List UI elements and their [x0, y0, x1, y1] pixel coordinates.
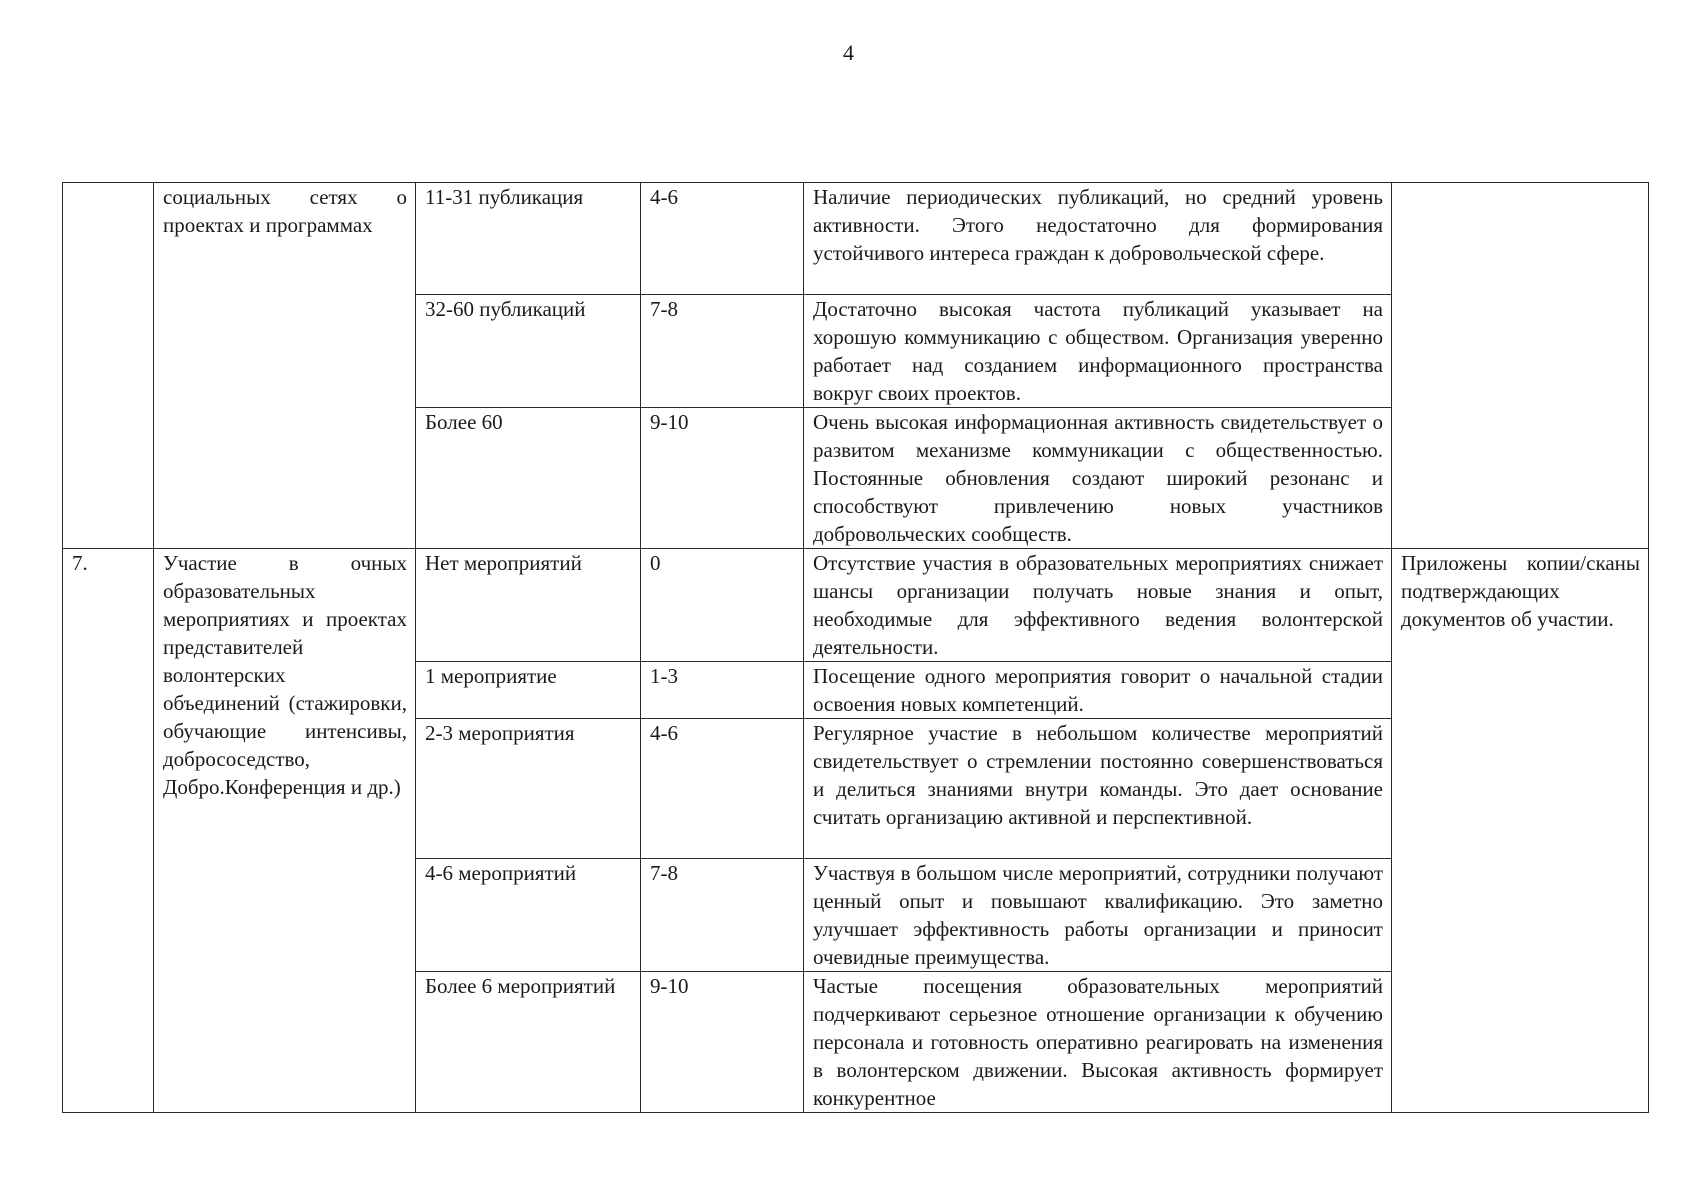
indicator-cell: [416, 295, 641, 408]
number-cell: [63, 549, 154, 1113]
score-text: 1-3: [650, 664, 678, 688]
justification-text: Участвуя в большом числе мероприятий, сотрудники получают ценный опыт и повышают квалификацию. Это заметно улучшает эффективность работы организации и приносит очевидные преимущества.: [813, 861, 1383, 969]
indicator-text: Нет мероприятий: [425, 551, 582, 575]
indicator-cell: [416, 662, 641, 719]
justification-text: Регулярное участие в небольшом количестве мероприятий свидетельствует о стремлении постоянно совершенствоваться и делиться знаниями внутри команды. Это дает основание считать организацию активной и перспективной.: [813, 721, 1383, 829]
score-text: 4-6: [650, 721, 678, 745]
justification-cell: [804, 719, 1392, 859]
justification-text: Посещение одного мероприятия говорит о начальной стадии освоения новых компетенций.: [813, 664, 1383, 716]
confirmation-text: Приложены копии/сканы подтверждающих документов об участии.: [1401, 551, 1640, 631]
indicator-cell: [416, 719, 641, 859]
evaluation-criteria-table: [62, 182, 1649, 1113]
score-cell: [641, 859, 804, 972]
indicator-cell: [416, 408, 641, 549]
score-text: 9-10: [650, 410, 689, 434]
justification-text: Очень высокая информационная активность свидетельствует о развитом механизме коммуникации с общественностью. Постоянные обновления создают широкий резонанс и способствуют привлечению новых участников добровольческих сообществ.: [813, 410, 1383, 546]
confirmation-cell: [1392, 183, 1649, 549]
justification-cell: [804, 549, 1392, 662]
justification-cell: [804, 662, 1392, 719]
indicator-text: 4-6 мероприятий: [425, 861, 577, 885]
criterion-cell: [154, 549, 416, 1113]
score-text: 7-8: [650, 297, 678, 321]
indicator-text: 1 мероприятие: [425, 664, 557, 688]
criterion-text: социальных сетях о проектах и программах: [163, 185, 407, 237]
score-cell: [641, 183, 804, 295]
justification-text: Наличие периодических публикаций, но средний уровень активности. Этого недостаточно для формирования устойчивого интереса граждан к добровольческой сфере.: [813, 185, 1383, 265]
indicator-cell: [416, 183, 641, 295]
confirmation-cell: [1392, 549, 1649, 1113]
indicator-text: 11-31 публикация: [425, 185, 584, 209]
indicator-cell: [416, 859, 641, 972]
justification-cell: [804, 408, 1392, 549]
score-cell: [641, 295, 804, 408]
justification-cell: [804, 859, 1392, 972]
criterion-text: Участие в очных образовательных мероприятиях и проектах представителей волонтерских объединений (стажировки, обучающие интенсивы, добрососедство, Добро.Конференция и др.): [163, 551, 407, 799]
indicator-cell: [416, 549, 641, 662]
score-cell: [641, 972, 804, 1113]
table-row: [63, 183, 1649, 295]
row-number: 7.: [72, 551, 88, 575]
score-cell: [641, 408, 804, 549]
indicator-text: Более 60: [425, 410, 503, 434]
score-cell: [641, 662, 804, 719]
score-text: 4-6: [650, 185, 678, 209]
page-number: 4: [843, 40, 854, 65]
score-text: 7-8: [650, 861, 678, 885]
score-cell: [641, 549, 804, 662]
indicator-cell: [416, 972, 641, 1113]
indicator-text: 2-3 мероприятия: [425, 721, 575, 745]
number-cell: [63, 183, 154, 549]
criterion-cell: [154, 183, 416, 549]
justification-cell: [804, 183, 1392, 295]
score-text: 9-10: [650, 974, 689, 998]
justification-cell: [804, 972, 1392, 1113]
indicator-text: 32-60 публикаций: [425, 297, 586, 321]
justification-cell: [804, 295, 1392, 408]
score-cell: [641, 719, 804, 859]
justification-text: Достаточно высокая частота публикаций указывает на хорошую коммуникацию с обществом. Организация уверенно работает над созданием информационного пространства вокруг своих проектов.: [813, 297, 1383, 405]
justification-text: Частые посещения образовательных мероприятий подчеркивают серьезное отношение организации к обучению персонала и готовность оперативно реагировать на изменения в волонтерском движении. Высокая активность формирует конкурентное: [813, 974, 1383, 1110]
indicator-text: Более 6 мероприятий: [425, 974, 616, 998]
score-text: 0: [650, 551, 661, 575]
justification-text: Отсутствие участия в образовательных мероприятиях снижает шансы организации получать новые знания и опыт, необходимые для эффективного ведения волонтерской деятельности.: [813, 551, 1383, 659]
table-row: [63, 549, 1649, 662]
